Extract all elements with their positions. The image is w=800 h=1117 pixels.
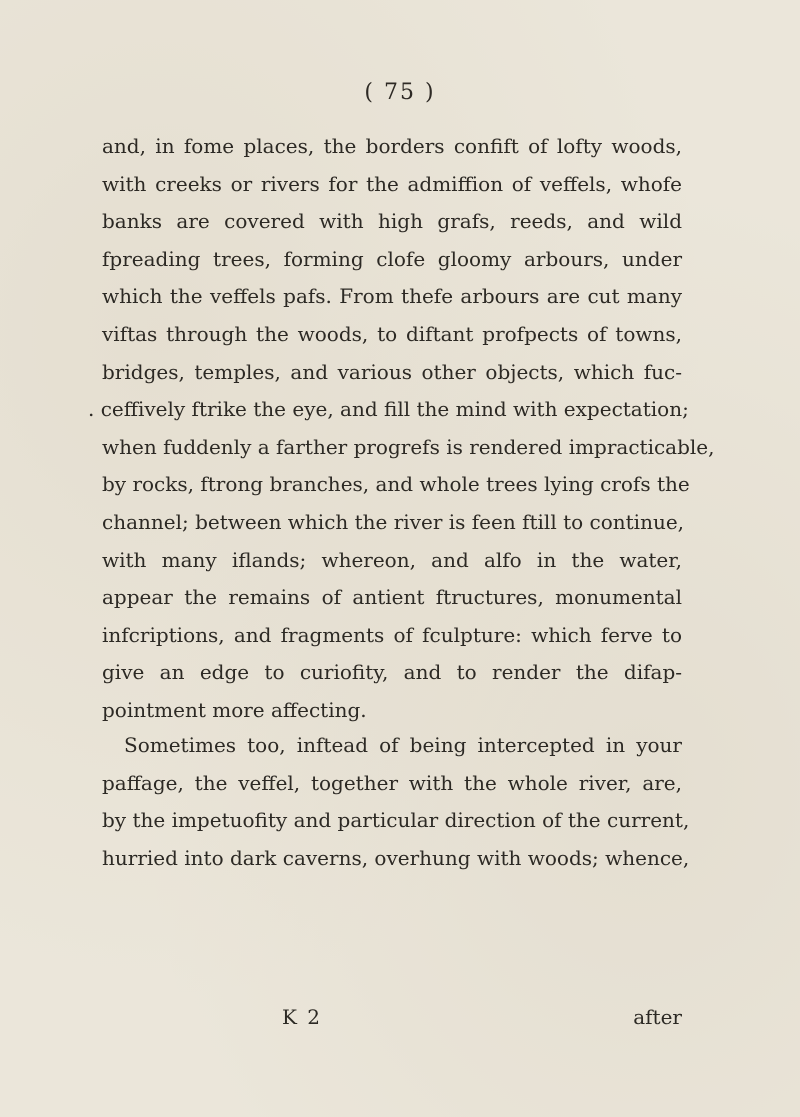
text-line: Sometimes too, inftead of being intercepted in your [124, 733, 682, 757]
catchword: after [633, 1005, 682, 1029]
text-line: paffage, the veffel, together with the whole river, are, [102, 770, 682, 795]
text-line: when fuddenly a farther progrefs is rendered impracticable, [102, 434, 715, 459]
paragraph-1 [88, 128, 715, 730]
page-footer [102, 1005, 682, 1041]
text-line: infcriptions, and fragments of fculpture: which ferve to [102, 622, 682, 647]
text-line: which the veffels pafs. From thefe arbours are cut many [102, 284, 682, 309]
text-line: viftas through the woods, to diftant profpects of towns, [102, 321, 682, 346]
text-line: with many iflands; whereon, and alfo in the water, [102, 547, 682, 572]
signature-mark: K 2 [282, 1005, 323, 1029]
text-line: . ceffively ftrike the eye, and fill the mind with expectation; [88, 397, 689, 422]
page-number: ( 75 ) [364, 80, 436, 105]
text-line: pointment more affecting. [102, 697, 367, 722]
text-line: by rocks, ftrong branches, and whole trees lying crofs the [102, 472, 690, 497]
text-line: and, in fome places, the borders confift of lofty woods, [102, 134, 682, 158]
text-line: bridges, temples, and various other objects, which fuc- [102, 359, 682, 384]
text-line: fpreading trees, forming clofe gloomy arbours, under [102, 246, 682, 271]
text-line: give an edge to curiofity, and to render the difap- [102, 660, 682, 685]
paragraph-2 [102, 727, 690, 877]
text-line: appear the remains of antient ftructures, monumental [102, 585, 682, 610]
text-line: hurried into dark caverns, overhung with woods; whence, [102, 845, 690, 870]
text-line: with creeks or rivers for the admiffion of veffels, whofe [102, 171, 682, 196]
text-line: banks are covered with high grafs, reeds, and wild [102, 209, 682, 234]
text-line: channel; between which the river is feen ftill to continue, [102, 509, 685, 534]
text-line: by the impetuofity and particular direction of the current, [102, 808, 690, 833]
